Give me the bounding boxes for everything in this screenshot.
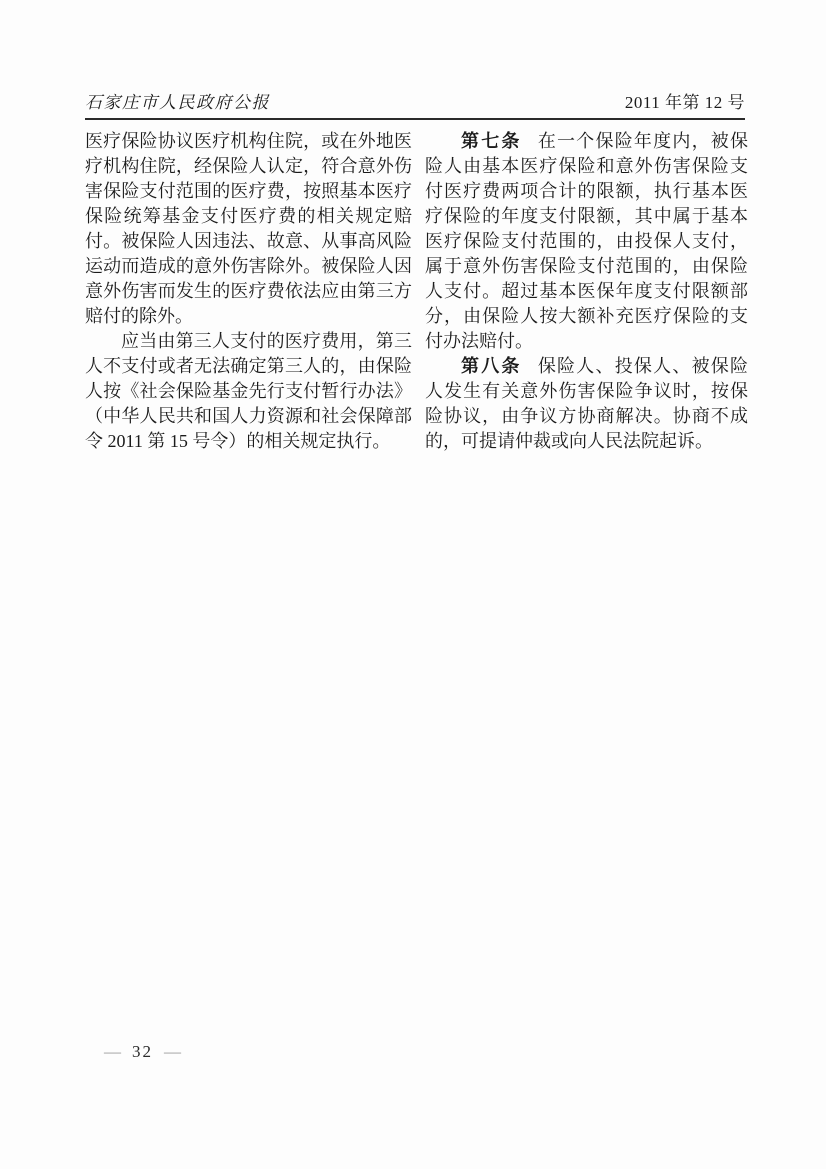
issue-number: 2011 年第 12 号: [624, 93, 745, 112]
page-number-folio: [104, 1041, 181, 1063]
paragraph-continuation: 医疗保险协议医疗机构住院，或在外地医疗机构住院，经保险人认定，符合意外伤害保险支付范围的医疗费，按照基本医疗保险统筹基金支付医疗费的相关规定赔付。被保险人因违法、故意、从事高风险运动而造成的意外伤害除外。被保险人因意外伤害而发生的医疗费依法应由第三方赔付的除外。: [85, 131, 412, 326]
folio-page-number: 32: [132, 1042, 153, 1061]
article-7-lead: 第七条: [461, 131, 522, 151]
paragraph-article-8: [425, 354, 748, 454]
article-7-text: 在一个保险年度内，被保险人由基本医疗保险和意外伤害保险支付医疗费两项合计的限额，执行基本医疗保险的年度支付限额，其中属于基本医疗保险支付范围的，由投保人支付，属于意外伤害保险支付范围的，由保险人支付。超过基本医保年度支付限额部分，由保险人按大额补充医疗保险的支付办法赔付。: [425, 131, 749, 351]
paragraph-third-party-payment: 应当由第三人支付的医疗费用，第三人不支付或者无法确定第三人的，由保险人按《社会保险基金先行支付暂行办法》（中华人民共和国人力资源和社会保障部令 2011 第 15 号令）的相关规定执行。: [85, 331, 412, 451]
article-8-text: 保险人、投保人、被保险人发生有关意外伤害保险争议时，按保险协议，由争议方协商解决。协商不成的，可提请仲裁或向人民法院起诉。: [425, 356, 749, 451]
left-column: [85, 129, 412, 454]
running-head: [85, 92, 745, 120]
publication-title: 石家庄市人民政府公报: [85, 93, 270, 112]
article-body: [85, 129, 748, 454]
folio-left-dash: —: [104, 1042, 121, 1061]
folio-right-dash: —: [164, 1042, 181, 1061]
paragraph-article-7: [425, 129, 748, 354]
right-column: [425, 129, 748, 454]
article-8-lead: 第八条: [461, 356, 522, 376]
